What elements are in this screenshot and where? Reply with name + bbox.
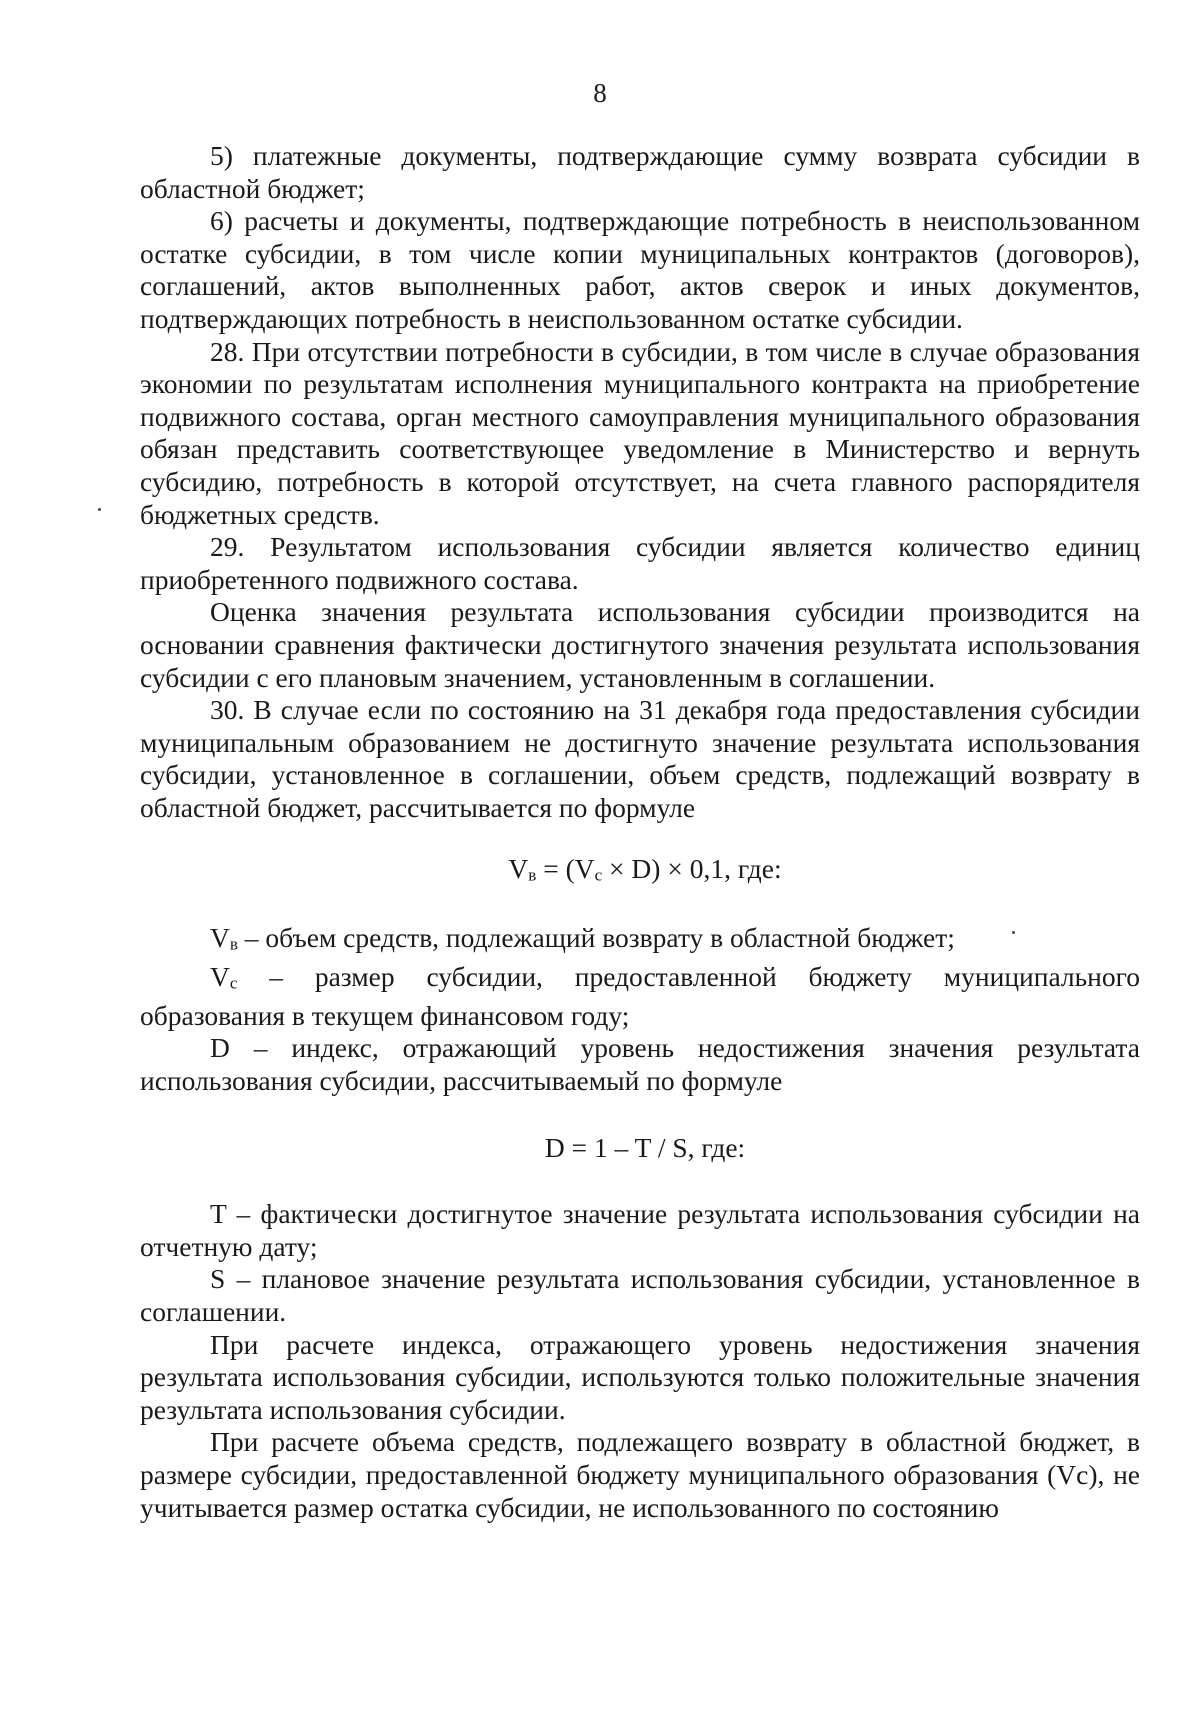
paragraph-clause-29: 29. Результатом использования субсидии является количество единиц приобретенного подвижного состава. <box>140 531 1140 595</box>
formula-vc-subscript: с <box>594 866 603 886</box>
definition-vc <box>140 961 1140 1033</box>
paragraph-item-6: 6) расчеты и документы, подтверждающие потребность в неиспользованном остатке субсидии, в том числе копии муниципальных контрактов (договоров), соглашений, актов выполненных работ, актов сверок и иных документов, подтверждающих потребность в неиспользованном остатке субсидии. <box>140 205 1140 334</box>
definition-vv-subscript: в <box>229 934 238 954</box>
definition-s: S – плановое значение результата использования субсидии, установленное в соглашении. <box>140 1263 1140 1328</box>
page-number: 8 <box>593 78 607 108</box>
definition-vc-symbol: V <box>210 960 230 992</box>
definition-t: T – фактически достигнутое значение результата использования субсидии на отчетную дату; <box>140 1198 1140 1262</box>
definition-vv <box>140 922 1140 961</box>
paragraph-evaluation: Оценка значения результата использования субсидии производится на основании сравнения фактически достигнутого значения результата использования субсидии с его плановым значением, установленным в соглашении. <box>140 596 1140 693</box>
definition-d: D – индекс, отражающий уровень недостижения значения результата использования субсидии, рассчитываемый по формуле <box>140 1032 1140 1097</box>
paragraph-clause-28: 28. При отсутствии потребности в субсидии, в том числе в случае образования экономии по результатам исполнения муниципального контракта на приобретение подвижного состава, орган местного самоуправления муниципального образования обязан представить соответствующее уведомление в Министерство и вернуть субсидию, потребность в которой отсутствует, на счета главного распорядителя бюджетных средств. <box>140 335 1140 530</box>
formula-index-d: D = 1 – T / S, где: <box>544 1131 746 1163</box>
formula-return-volume <box>140 853 1140 892</box>
paragraph-clause-30: 30. В случае если по состоянию на 31 декабря года предоставления субсидии муниципальным образованием не достигнуто значение результата использования субсидии, установленное в соглашении, объем средств, подлежащий возврату в областной бюджет, рассчитывается по формуле <box>140 694 1140 823</box>
scan-speck <box>1012 931 1015 934</box>
formula-vv-symbol: V <box>508 853 529 885</box>
paragraph-item-5: 5) платежные документы, подтверждающие сумму возврата субсидии в областной бюджет; <box>140 140 1140 204</box>
definition-vv-symbol: V <box>210 921 230 953</box>
formula-vv-subscript: в <box>528 866 537 886</box>
document-body <box>140 140 1140 1524</box>
definition-vv-text: – объем средств, подлежащий возврату в областной бюджет; <box>237 921 955 953</box>
formula-mult-d: × D) × 0,1, где: <box>602 853 782 885</box>
formula-eq-open: = (V <box>536 853 595 885</box>
definition-vc-text: – размер субсидии, предоставленной бюджету муниципального образования в текущем финансовом году; <box>140 960 1140 1031</box>
scan-speck <box>98 508 101 511</box>
paragraph-remainder-rule: При расчете объема средств, подлежащего возврату в областной бюджет, в размере субсидии, предоставленной бюджету муниципального образования (Vс), не учитывается размер остатка субсидии, не использованного по состоянию <box>140 1426 1140 1523</box>
paragraph-positive-values: При расчете индекса, отражающего уровень недостижения значения результата использования субсидии, используются только положительные значения результата использования субсидии. <box>140 1328 1140 1425</box>
definition-vc-subscript: с <box>229 973 238 993</box>
